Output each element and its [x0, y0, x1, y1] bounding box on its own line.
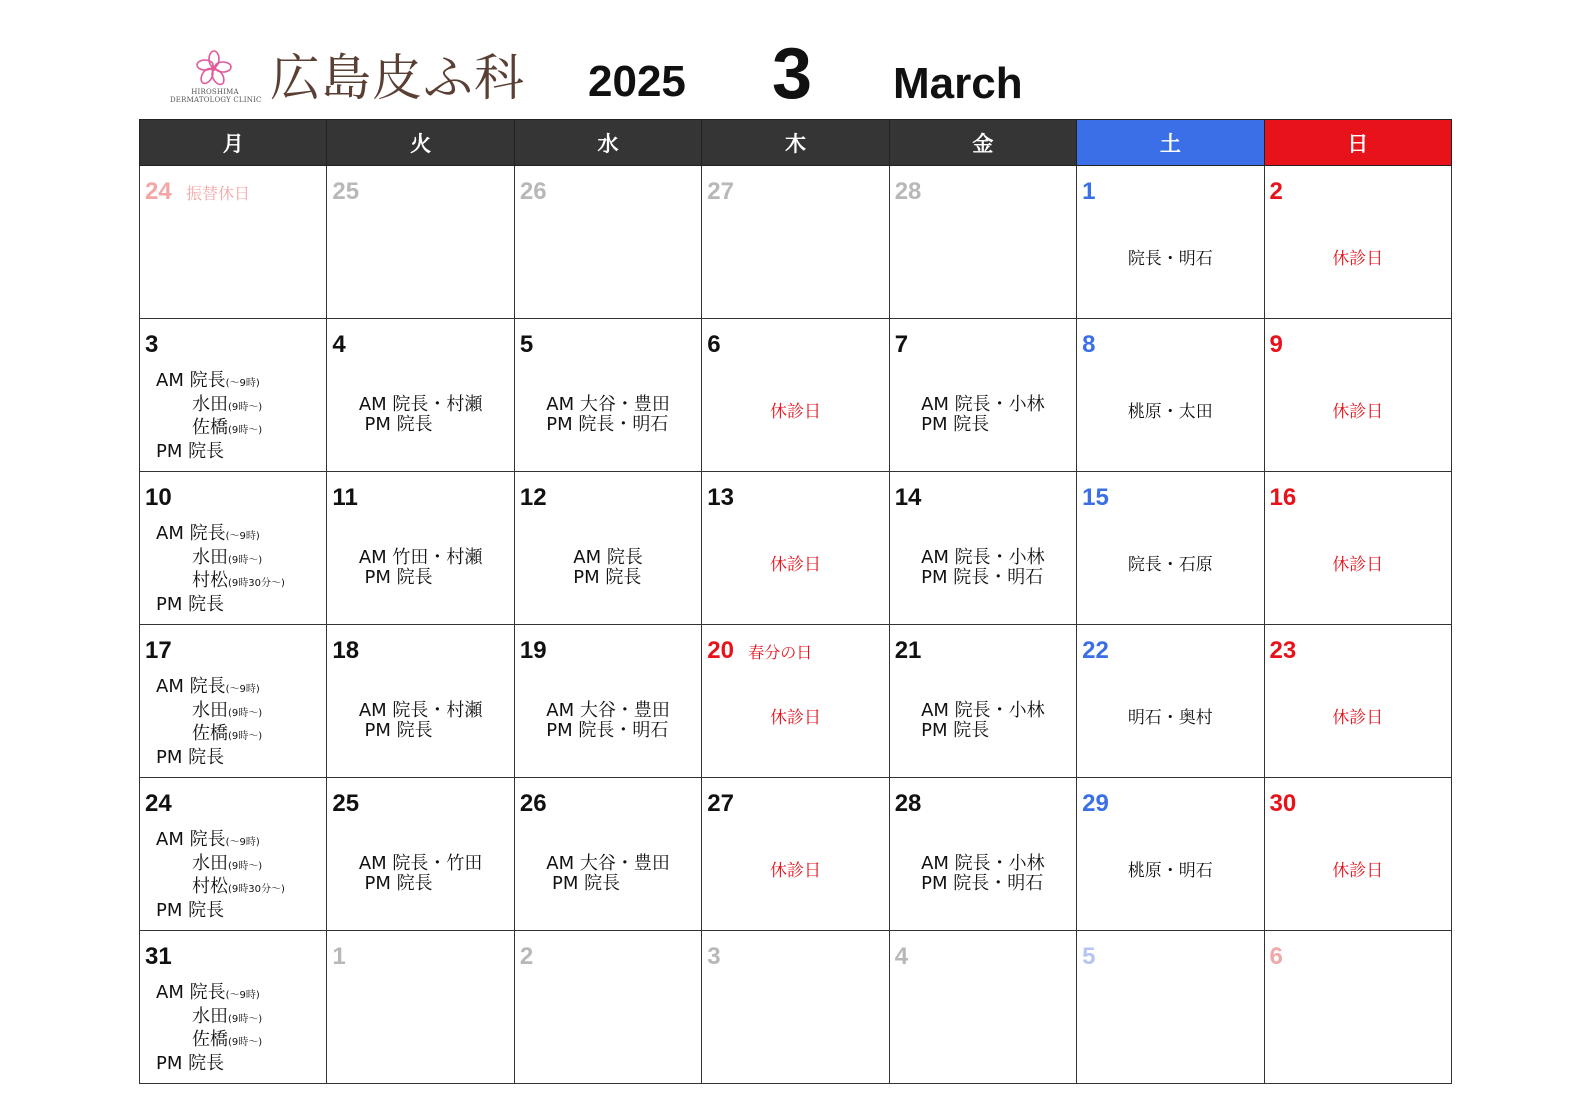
pm-schedule: PM 院長 [358, 873, 433, 894]
day-number: 11 [332, 484, 358, 511]
doctor-name: 水田 [192, 699, 228, 721]
day-cell-content [140, 625, 326, 777]
day-cell-content [140, 166, 326, 318]
day-number: 4 [894, 943, 909, 970]
monday-schedule [156, 677, 262, 768]
logo-en-line2: DERMATOLOGY CLINIC [170, 96, 262, 104]
pm-schedule: PM 院長 [921, 720, 990, 741]
time-note: (9時～) [228, 425, 263, 436]
calendar-day-cell [1264, 166, 1451, 319]
closed-day-label: 休診日 [769, 402, 821, 422]
doctor-schedule [515, 701, 701, 741]
doctor-schedule [327, 548, 513, 588]
am-schedule: AM 院長・小林 [921, 394, 1045, 415]
day-cell-content [890, 931, 1076, 1083]
doctor-schedule [890, 548, 1076, 588]
flower-logo-icon [196, 50, 232, 86]
am-schedule [156, 371, 262, 395]
day-cell-content [327, 319, 513, 471]
closed-day-label: 休診日 [769, 861, 821, 881]
am-sub-schedule [156, 877, 285, 901]
weekday-thu: 木 [702, 120, 889, 166]
day-number: 2 [519, 943, 534, 970]
calendar-day-cell [702, 778, 889, 931]
doctor-name: 院長 [188, 440, 225, 462]
calendar-week-row [140, 472, 1452, 625]
am-sub-schedule [156, 1030, 262, 1054]
calendar-day-cell [702, 166, 889, 319]
time-note: (9時30分～) [228, 884, 285, 895]
closed-day-label: 休診日 [769, 555, 821, 575]
doctor-schedule [890, 854, 1076, 894]
doctor-schedule: 明石・奥村 [1127, 708, 1213, 728]
day-number: 19 [519, 637, 547, 664]
day-cell-content [140, 778, 326, 930]
day-cell-content [1077, 931, 1263, 1083]
calendar-day-cell [1077, 778, 1264, 931]
doctor-schedule [890, 395, 1076, 435]
day-cell-content [702, 778, 888, 930]
day-number: 28 [894, 178, 922, 205]
weekday-mon: 月 [140, 120, 327, 166]
calendar-day-cell [889, 625, 1076, 778]
am-schedule: AM 大谷・豊田 [546, 394, 670, 415]
am-schedule [156, 524, 285, 548]
calendar-day-cell [1077, 472, 1264, 625]
doctor-schedule [890, 701, 1076, 741]
pm-schedule: PM 院長・明石 [921, 567, 1044, 588]
day-cell-content [890, 625, 1076, 777]
closed-day-label: 休診日 [1332, 402, 1384, 422]
calendar-day-cell [514, 319, 701, 472]
day-number: 17 [145, 637, 172, 664]
am-schedule: AM 院長・小林 [921, 700, 1045, 721]
doctor-name: 村松 [192, 570, 228, 591]
doctor-schedule: 院長・石原 [1127, 555, 1213, 575]
am-sub-schedule [156, 571, 285, 595]
day-number: 28 [894, 790, 922, 817]
calendar-day-cell [702, 625, 889, 778]
day-number: 12 [519, 484, 547, 511]
pm-schedule: PM 院長 [573, 567, 642, 588]
calendar-day-cell [514, 931, 701, 1084]
day-cell-content [140, 319, 326, 471]
pm-schedule: PM 院長 [358, 567, 433, 588]
monday-schedule [156, 371, 262, 462]
calendar-day-cell [702, 931, 889, 1084]
day-cell-content [515, 472, 701, 624]
calendar-day-cell [514, 166, 701, 319]
calendar-day-cell [1077, 625, 1264, 778]
holiday-name: 春分の日 [748, 643, 813, 662]
monday-schedule [156, 983, 262, 1074]
weekday-sat: 土 [1077, 120, 1264, 166]
time-note: (9時～) [228, 860, 263, 872]
doctor-schedule [515, 854, 701, 894]
calendar-day-cell [1264, 778, 1451, 931]
am-sub-schedule [156, 724, 262, 748]
calendar-day-cell [1264, 931, 1451, 1084]
calendar-week-row [140, 931, 1452, 1084]
calendar-day-cell [702, 319, 889, 472]
day-cell-content [515, 625, 701, 777]
calendar-week-row [140, 166, 1452, 319]
pm-schedule: PM 院長 [921, 414, 990, 435]
doctor-name: 佐橋 [192, 1029, 228, 1050]
day-cell-content [1265, 319, 1451, 471]
doctor-schedule: 桃原・太田 [1127, 402, 1213, 422]
am-schedule: AM 院長・小林 [921, 853, 1045, 874]
day-number: 29 [1082, 790, 1109, 817]
calendar-day-cell [1077, 319, 1264, 472]
calendar-day-cell [327, 166, 514, 319]
am-schedule: AM 院長・村瀬 [358, 700, 483, 721]
time-note: (9時～) [228, 1037, 263, 1048]
day-number: 24 [145, 178, 172, 205]
calendar-day-cell [327, 625, 514, 778]
day-cell-content [140, 472, 326, 624]
period-label: AM [156, 523, 190, 544]
doctor-schedule [327, 701, 513, 741]
day-cell-content [327, 931, 513, 1083]
day-cell-content [140, 931, 326, 1083]
time-note: (9時～) [228, 707, 263, 719]
am-schedule: AM 院長・村瀬 [358, 394, 483, 415]
calendar-week-row [140, 319, 1452, 472]
day-cell-content [1077, 166, 1263, 318]
doctor-name: 水田 [192, 1005, 228, 1027]
calendar-month-name: March [893, 59, 1023, 108]
day-cell-content [890, 319, 1076, 471]
closed-day-label: 休診日 [1332, 249, 1384, 269]
pm-schedule [156, 1054, 262, 1075]
day-cell-content [702, 625, 888, 777]
day-cell-content [515, 778, 701, 930]
period-label: PM [156, 1052, 189, 1074]
am-schedule: AM 竹田・村瀬 [358, 547, 483, 568]
day-number: 31 [145, 943, 172, 970]
doctor-name: 院長 [188, 746, 225, 768]
day-cell-content [1265, 166, 1451, 318]
day-number: 27 [707, 790, 734, 817]
day-cell-content [702, 472, 888, 624]
monday-schedule [156, 830, 285, 921]
day-cell-content [1265, 625, 1451, 777]
day-number: 16 [1269, 484, 1297, 511]
day-number: 8 [1082, 331, 1096, 358]
calendar-header [0, 0, 1590, 118]
am-sub-schedule [156, 418, 262, 442]
am-sub-schedule [156, 395, 262, 419]
am-sub-schedule [156, 548, 285, 572]
time-note: (～9時) [225, 378, 260, 389]
day-cell-content [702, 166, 888, 318]
period-label: AM [156, 370, 190, 391]
day-cell-content [890, 472, 1076, 624]
day-cell-content [1077, 472, 1263, 624]
weekday-header-row [140, 120, 1452, 166]
pm-schedule: PM 院長 [358, 720, 433, 741]
calendar-day-cell [514, 778, 701, 931]
calendar-day-cell [140, 319, 327, 472]
am-schedule: AM 大谷・豊田 [546, 700, 670, 721]
day-cell-content [327, 472, 513, 624]
weekday-sun: 日 [1264, 120, 1451, 166]
calendar-day-cell [514, 472, 701, 625]
day-number: 6 [707, 331, 721, 358]
pm-schedule: PM 院長 [546, 873, 621, 894]
calendar-day-cell [327, 931, 514, 1084]
calendar-year: 2025 [588, 57, 686, 106]
doctor-name: 佐橋 [192, 723, 228, 744]
day-number: 25 [332, 178, 360, 205]
calendar-day-cell [140, 778, 327, 931]
time-note: (～9時) [225, 990, 260, 1001]
doctor-schedule: 桃原・明石 [1127, 861, 1213, 881]
doctor-name: 佐橋 [192, 417, 228, 438]
day-number: 9 [1269, 331, 1283, 358]
calendar-day-cell [514, 625, 701, 778]
day-number: 27 [707, 178, 734, 205]
doctor-name: 院長 [189, 676, 226, 697]
pm-schedule: PM 院長・明石 [546, 720, 669, 741]
day-number: 5 [1082, 943, 1096, 970]
day-number: 20 [707, 637, 734, 664]
day-number: 1 [1082, 178, 1096, 205]
period-label: PM [156, 593, 189, 615]
day-cell-content [515, 319, 701, 471]
day-cell-content [1077, 625, 1263, 777]
weekday-wed: 水 [514, 120, 701, 166]
day-number: 1 [332, 943, 346, 970]
day-cell-content [327, 166, 513, 318]
calendar-day-cell [140, 931, 327, 1084]
day-cell-content [1077, 778, 1263, 930]
closed-day-label: 休診日 [1332, 708, 1384, 728]
clinic-english-name [170, 88, 260, 104]
pm-schedule: PM 院長 [358, 414, 433, 435]
doctor-schedule [327, 395, 513, 435]
day-cell-content [327, 778, 513, 930]
calendar-day-cell [889, 319, 1076, 472]
day-cell-content [1265, 778, 1451, 930]
calendar-month-number: 3 [772, 34, 813, 114]
period-label: PM [156, 899, 189, 921]
day-cell-content [515, 166, 701, 318]
period-label: AM [156, 829, 190, 850]
doctor-name: 院長 [188, 593, 225, 615]
closed-day-label: 休診日 [769, 708, 821, 728]
doctor-name: 村松 [192, 876, 228, 897]
calendar-day-cell [327, 778, 514, 931]
calendar-day-cell [140, 166, 327, 319]
day-number: 10 [145, 484, 172, 511]
time-note: (～9時) [225, 531, 260, 542]
doctor-name: 水田 [192, 546, 228, 568]
day-cell-content [890, 166, 1076, 318]
day-number: 2 [1269, 178, 1283, 205]
day-cell-content [702, 931, 888, 1083]
day-number: 24 [145, 790, 172, 817]
day-cell-content [1265, 931, 1451, 1083]
day-number: 15 [1082, 484, 1109, 511]
calendar-day-cell [1264, 625, 1451, 778]
closed-day-label: 休診日 [1332, 861, 1384, 881]
am-schedule: AM 院長・竹田 [358, 853, 483, 874]
holiday-name: 振替休日 [186, 184, 251, 203]
period-label: AM [156, 982, 190, 1003]
time-note: (9時～) [228, 1013, 263, 1025]
doctor-name: 院長 [189, 370, 226, 391]
doctor-schedule [515, 548, 701, 588]
calendar-grid [139, 119, 1452, 1084]
doctor-name: 院長 [189, 982, 226, 1003]
calendar-day-cell [1264, 472, 1451, 625]
day-number: 3 [145, 331, 159, 358]
closed-day-label: 休診日 [1332, 555, 1384, 575]
doctor-name: 院長 [188, 899, 225, 921]
monday-schedule [156, 524, 285, 615]
calendar-day-cell [140, 625, 327, 778]
am-schedule [156, 830, 285, 854]
time-note: (9時～) [228, 731, 263, 742]
doctor-schedule [515, 395, 701, 435]
day-number: 4 [332, 331, 346, 358]
doctor-name: 院長 [188, 1052, 225, 1074]
time-note: (9時～) [228, 554, 263, 566]
am-sub-schedule [156, 701, 262, 725]
am-schedule [156, 677, 262, 701]
pm-schedule [156, 901, 285, 922]
weekday-fri: 金 [889, 120, 1076, 166]
am-schedule: AM 大谷・豊田 [546, 853, 670, 874]
doctor-schedule: 院長・明石 [1127, 249, 1213, 269]
doctor-name: 水田 [192, 393, 228, 415]
am-schedule: AM 院長 [573, 547, 643, 568]
pm-schedule [156, 442, 262, 463]
calendar-day-cell [889, 931, 1076, 1084]
calendar-week-row [140, 625, 1452, 778]
doctor-schedule [327, 854, 513, 894]
period-label: PM [156, 746, 189, 768]
day-number: 18 [332, 637, 360, 664]
weekday-tue: 火 [327, 120, 514, 166]
day-number: 3 [707, 943, 721, 970]
day-cell-content [515, 931, 701, 1083]
time-note: (9時～) [228, 401, 263, 413]
logo-en-line1: HIROSHIMA [191, 88, 239, 96]
am-sub-schedule [156, 854, 285, 878]
calendar-day-cell [140, 472, 327, 625]
pm-schedule: PM 院長・明石 [546, 414, 669, 435]
doctor-name: 院長 [189, 523, 226, 544]
am-sub-schedule [156, 1007, 262, 1031]
period-label: PM [156, 440, 189, 462]
day-cell-content [702, 319, 888, 471]
clinic-name: 広島皮ふ科 [270, 49, 525, 107]
time-note: (～9時) [225, 837, 260, 848]
day-number: 5 [519, 331, 534, 358]
day-number: 21 [894, 637, 922, 664]
day-number: 22 [1082, 637, 1109, 664]
calendar-day-cell [702, 472, 889, 625]
pm-schedule: PM 院長・明石 [921, 873, 1044, 894]
day-number: 26 [519, 790, 547, 817]
calendar-week-row [140, 778, 1452, 931]
day-cell-content [327, 625, 513, 777]
day-number: 25 [332, 790, 360, 817]
calendar-day-cell [1077, 931, 1264, 1084]
day-cell-content [1077, 319, 1263, 471]
am-schedule: AM 院長・小林 [921, 547, 1045, 568]
calendar-day-cell [1264, 319, 1451, 472]
day-number: 30 [1269, 790, 1297, 817]
day-number: 13 [707, 484, 734, 511]
day-number: 26 [519, 178, 547, 205]
day-number: 14 [894, 484, 922, 511]
calendar-day-cell [1077, 166, 1264, 319]
calendar-day-cell [889, 166, 1076, 319]
day-cell-content [890, 778, 1076, 930]
doctor-name: 院長 [189, 829, 226, 850]
doctor-name: 水田 [192, 852, 228, 874]
day-cell-content [1265, 472, 1451, 624]
day-number: 7 [894, 331, 909, 358]
calendar-day-cell [889, 472, 1076, 625]
am-schedule [156, 983, 262, 1007]
day-number: 23 [1269, 637, 1297, 664]
pm-schedule [156, 748, 262, 769]
calendar-day-cell [327, 472, 514, 625]
calendar-day-cell [889, 778, 1076, 931]
pm-schedule [156, 595, 285, 616]
period-label: AM [156, 676, 190, 697]
day-number: 6 [1269, 943, 1283, 970]
time-note: (9時30分～) [228, 578, 285, 589]
time-note: (～9時) [225, 684, 260, 695]
calendar-day-cell [327, 319, 514, 472]
